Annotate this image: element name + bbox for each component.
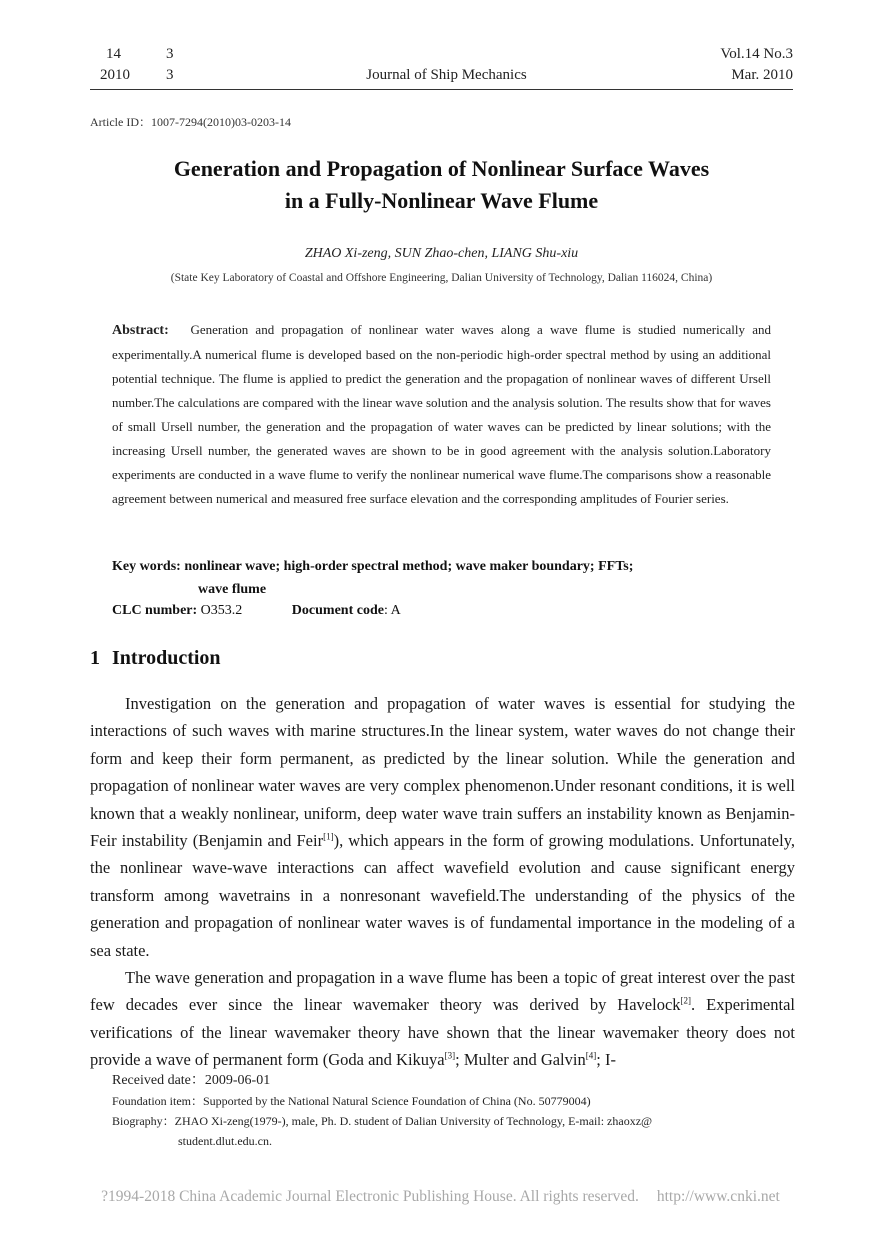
section-heading — [90, 647, 221, 670]
paragraph-2-text-d: ; I- — [596, 1050, 616, 1070]
header-year-cn: 2010 — [100, 67, 130, 83]
keywords-line-2: wave flume — [198, 582, 267, 597]
paragraph-1-text-a: Investigation on the generation and propagation of water waves is essential for studying the interactions of such waves with marine structures.In the linear system, water waves do not change their form and keep their form permanent, as predicted by the linear solution. While the generation and propagation of nonlinear water waves are very complex phenomenon.Under resonant conditions, it is well known that a weakly nonlinear, uniform, deep water wave train suffers an instability known as Benjamin-Feir instability (Benjamin and Feir — [90, 694, 795, 851]
keywords-line-1: Key words: nonlinear wave; high-order spectral method; wave maker boundary; FFTs; — [112, 559, 634, 574]
header-number-cn: 3 — [166, 46, 174, 62]
section-number: 1 — [90, 647, 100, 669]
header-volume-en: Vol.14 No.3 — [720, 46, 793, 62]
section-title: Introduction — [112, 647, 221, 669]
title-line-1: Generation and Propagation of Nonlinear Surface Waves — [173, 156, 710, 181]
abstract — [112, 318, 771, 511]
paragraph-2 — [90, 964, 795, 1074]
header-rule — [90, 89, 793, 90]
citation-4: [4] — [585, 1050, 597, 1061]
title-line-2: in a Fully-Nonlinear Wave Flume — [284, 188, 599, 213]
paragraph-2-text-b: . Experimental verifications of the linear wavemaker theory have shown that the linear wavemaker theory does not provide a wave of permanent form (Goda and Kikuya — [90, 995, 795, 1070]
body-text — [90, 690, 795, 1074]
header-date-en: Mar. 2010 — [731, 67, 793, 83]
received-date: Received date：2009-06-01 — [112, 1073, 271, 1088]
citation-2: [2] — [680, 995, 692, 1006]
copyright-watermark — [0, 1188, 881, 1206]
authors: ZHAO Xi-zeng, SUN Zhao-chen, LIANG Shu-xiu — [304, 246, 579, 261]
clc-line — [112, 603, 401, 619]
citation-1: [1] — [323, 831, 334, 842]
clc-value: O353.2 — [200, 603, 243, 618]
citation-3: [3] — [444, 1050, 456, 1061]
paragraph-1 — [90, 690, 795, 964]
document-code-label: Document code — [291, 603, 384, 618]
paragraph-2-text-a: The wave generation and propagation in a wave flume has been a topic of great interest over the past few decades ever since the linear wavemaker theory was derived by Havelock — [90, 968, 795, 1015]
article-id: Article ID：1007-7294(2010)03-0203-14 — [90, 115, 291, 129]
biography-line-2: student.dlut.edu.cn. — [178, 1134, 272, 1148]
running-header — [100, 46, 793, 88]
keywords — [112, 555, 633, 601]
abstract-label: Abstract: — [112, 323, 169, 338]
abstract-text: Generation and propagation of nonlinear water waves along a wave flume is studied numerically and experimentally.A numerical flume is developed based on the non-periodic high-order spectral method by using an additional potential technique. The flume is applied to predict the generation and the propagation of nonlinear waves of different Ursell number.The calculations are compared with the linear wave solution and the analysis solution. The results show that for waves of small Ursell number, the generation and the propagation of water waves can be predicted by linear solutions; with the increasing Ursell number, the generated waves are shown to be in good agreement with the analysis solution.Laboratory experiments are conducted in a wave flume to verify the nonlinear numerical wave flume.The comparisons show a reasonable agreement between numerical and measured free surface elevation and the corresponding amplitudes of Fourier series. — [112, 322, 772, 506]
header-month-cn: 3 — [166, 67, 174, 83]
header-volume-cn: 14 — [106, 46, 121, 62]
paragraph-2-text-c: ; Multer and Galvin — [455, 1050, 586, 1070]
affiliation: (State Key Laboratory of Coastal and Offshore Engineering, Dalian University of Technology, Dalian 116024, China) — [170, 272, 713, 284]
paragraph-1-text-b: ), which appears in the form of growing modulations. Unfortunately, the nonlinear wave-wave interactions can affect wavefield evolution and cause significant energy transform among wavetrains in a nonresonant wavefield.The understanding of the physics of the generation and propagation of nonlinear water waves is of fundamental importance in the modeling of a sea state. — [90, 831, 796, 960]
copyright-text: ?1994-2018 China Academic Journal Electronic Publishing House. All rights reserved. — [101, 1188, 639, 1205]
foundation-item: Foundation item：Supported by the National Natural Science Foundation of China (No. 50779004) — [112, 1094, 591, 1108]
footnotes — [112, 1071, 652, 1151]
document-code-value: : A — [383, 603, 401, 618]
header-journal-name: Journal of Ship Mechanics — [366, 67, 527, 83]
paper-title — [90, 153, 793, 217]
clc-label: CLC number: — [112, 603, 198, 618]
copyright-url: http://www.cnki.net — [656, 1188, 780, 1205]
biography-line-1: Biography：ZHAO Xi-zeng(1979-), male, Ph. D. student of Dalian University of Technology, E-mail: zhaoxz@ — [112, 1114, 653, 1128]
